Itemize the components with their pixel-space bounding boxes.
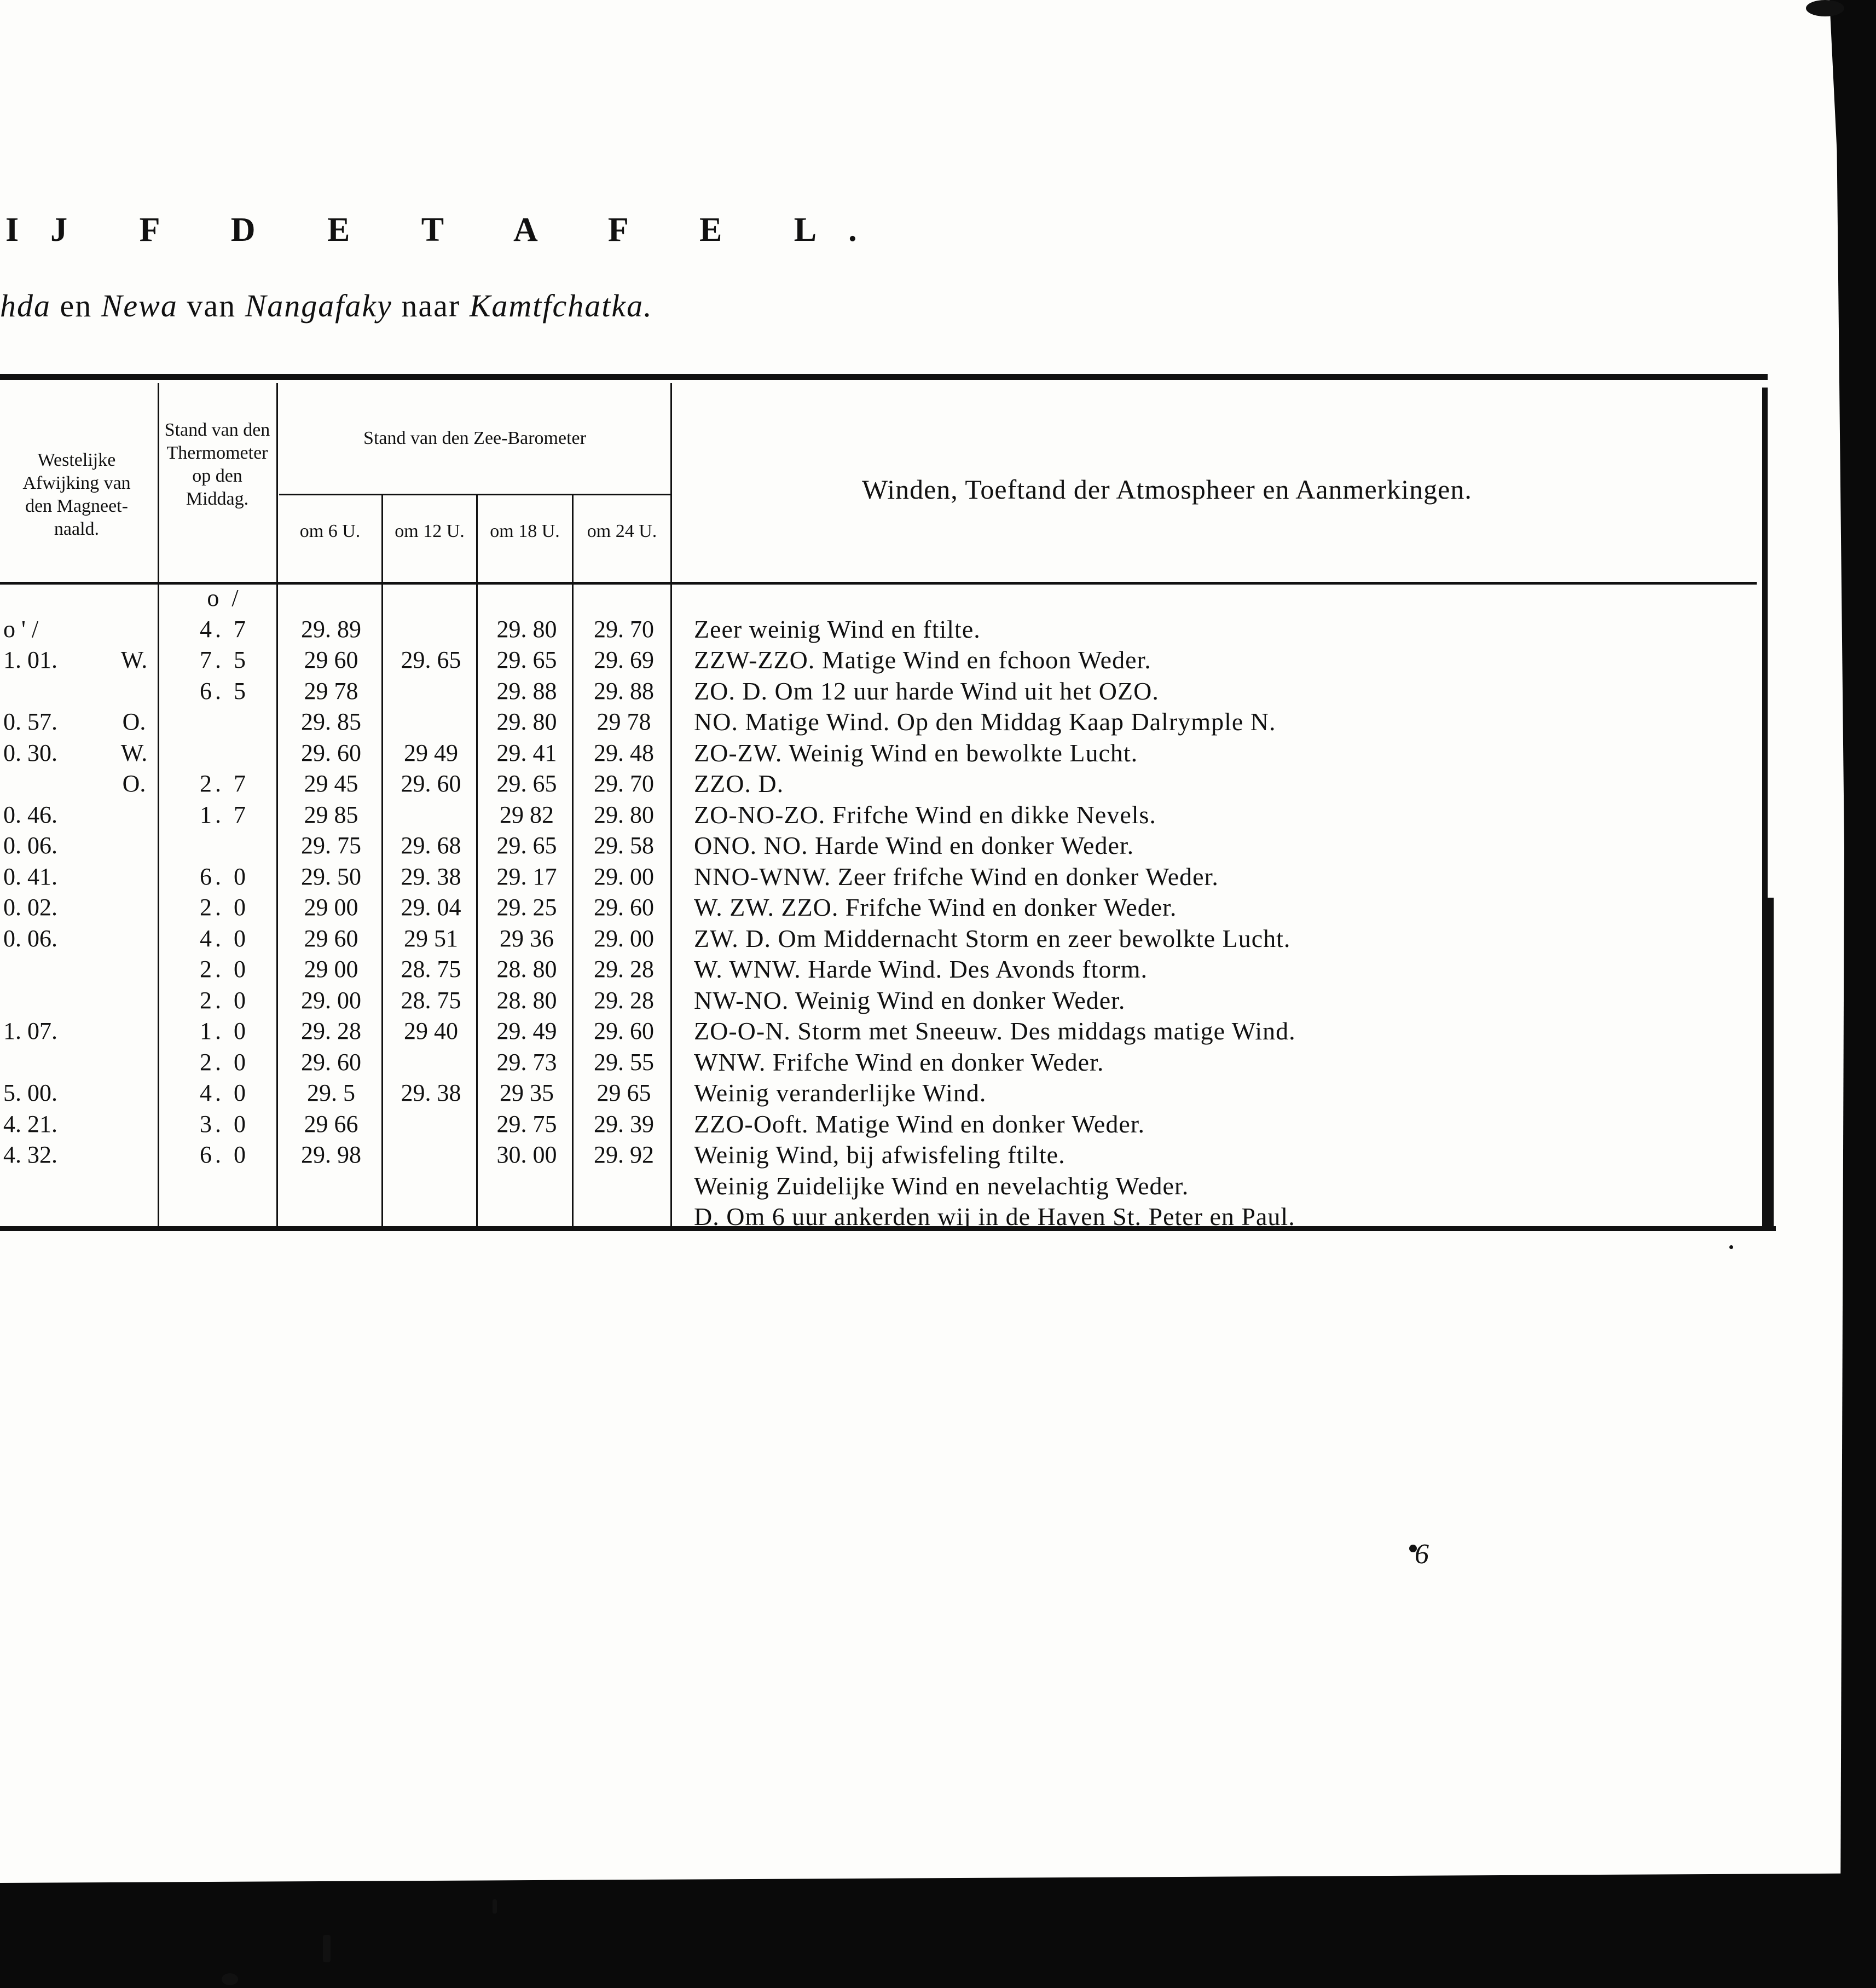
scan-speck (1729, 1245, 1733, 1249)
thermometer-cell: 4. 0 (200, 1079, 249, 1106)
direction-cell (109, 1171, 159, 1201)
barometer-6-cell: 29. 89 (301, 615, 361, 643)
barometer-6-cell (285, 583, 378, 614)
barometer-12-cell: 29 40 (404, 1018, 458, 1044)
direction-cell (109, 614, 159, 645)
declination-cell: o ' / (3, 615, 39, 643)
barometer-6-cell: 29 85 (304, 801, 358, 828)
table-row (0, 1140, 1768, 1170)
table-row (0, 738, 1768, 768)
remarks-cell: ZO. D. Om 12 uur harde Wind uit het OZO. (694, 677, 1159, 705)
barometer-18-cell: 29. 65 (496, 646, 557, 673)
barometer-18-cell: 29 36 (500, 924, 554, 952)
table-heading: IJ F D E T A F E L. (5, 211, 889, 248)
table-row (0, 1201, 1768, 1232)
barometer-12-cell: 28. 75 (401, 986, 461, 1014)
barometer-12-cell (386, 1140, 476, 1170)
header-barometer-12: om 12 U. (395, 521, 465, 541)
thermometer-cell: 6. 0 (200, 863, 249, 890)
thermometer-cell: 1. 7 (200, 801, 249, 828)
direction-cell (109, 1140, 159, 1170)
subheading-text: en (51, 288, 101, 323)
barometer-24-cell: 29. 92 (594, 1141, 654, 1168)
declination-cell: 4. 21. (3, 1110, 57, 1137)
direction-cell: O. (122, 770, 146, 797)
table-top-rule (0, 374, 1768, 380)
remarks-cell: NW-NO. Weinig Wind en donker Weder. (694, 986, 1126, 1014)
barometer-subheader-rule (279, 494, 670, 495)
barometer-12-cell: 29. 38 (401, 1079, 461, 1106)
barometer-24-cell (577, 1201, 670, 1232)
remarks-cell: Weinig Wind, bij afwisfeling ftilte. (694, 1141, 1066, 1169)
subheading-text: naar (392, 288, 470, 323)
declination-cell: 0. 41. (3, 863, 57, 890)
remarks-cell (694, 583, 1767, 614)
remarks-cell: ZW. D. Om Middernacht Storm en zeer bewolkte Lucht. (694, 924, 1291, 952)
table-row (0, 583, 1768, 614)
barometer-24-cell: 29. 70 (594, 615, 654, 643)
remarks-cell: ZZO-Ooft. Matige Wind en donker Weder. (694, 1109, 1145, 1138)
barometer-6-cell: 29 00 (304, 956, 358, 983)
remarks-cell: W. WNW. Harde Wind. Des Avonds ftorm. (694, 955, 1148, 983)
thermometer-cell: o / (207, 585, 242, 611)
remarks-cell: ONO. NO. Harde Wind en donker Weder. (694, 831, 1134, 859)
declination-cell: 1. 07. (3, 1018, 57, 1044)
barometer-6-cell: 29. 75 (301, 832, 361, 859)
barometer-24-cell: 29. 60 (594, 1018, 654, 1044)
place-destination: Kamtfchatka. (469, 288, 653, 323)
direction-cell (109, 892, 159, 923)
barometer-6-cell (285, 1201, 378, 1232)
barometer-24-cell: 29. 48 (594, 739, 654, 766)
table-row (0, 954, 1768, 985)
barometer-6-cell: 29. 50 (301, 863, 361, 890)
thermometer-cell: 3. 0 (200, 1110, 249, 1137)
table-row (0, 800, 1768, 830)
barometer-6-cell: 29 66 (304, 1110, 358, 1137)
barometer-18-cell: 29. 65 (496, 832, 557, 859)
thermometer-cell (170, 1201, 279, 1232)
barometer-18-cell (482, 1201, 572, 1232)
barometer-24-cell: 29. 80 (594, 801, 654, 828)
remarks-cell: D. Om 6 uur ankerden wij in de Haven St. Peter en Paul. (694, 1203, 1295, 1230)
barometer-6-cell (285, 1171, 378, 1201)
table-row (0, 830, 1768, 861)
declination-cell: 0. 06. (3, 832, 57, 859)
thermometer-cell: 2. 7 (200, 770, 249, 797)
thermometer-cell: 2. 0 (200, 1048, 249, 1076)
barometer-12-cell (386, 800, 476, 830)
barometer-12-cell: 28. 75 (401, 956, 461, 983)
thermometer-cell: 6. 0 (200, 1141, 249, 1168)
header-declination: Westelijke Afwijking van den Magneet-naald. (22, 450, 131, 539)
declination-cell: 0. 57. (3, 708, 57, 735)
direction-cell: O. (122, 708, 146, 735)
remarks-cell: WNW. Frifche Wind en donker Weder. (694, 1048, 1104, 1076)
table-row (0, 862, 1768, 892)
declination-cell: 4. 32. (3, 1141, 57, 1168)
header-barometer-6: om 6 U. (299, 521, 361, 541)
declination-cell: 0. 46. (3, 801, 57, 828)
barometer-6-cell: 29 78 (304, 677, 358, 704)
barometer-18-cell (482, 583, 572, 614)
barometer-18-cell: 29. 65 (496, 770, 557, 797)
header-remarks: Winden, Toeftand der Atmospheer en Aanmerkingen. (862, 474, 1472, 505)
barometer-12-cell (386, 1047, 476, 1078)
barometer-6-cell: 29 60 (304, 646, 358, 673)
thermometer-cell: 4. 0 (200, 924, 249, 952)
table-row (0, 1078, 1768, 1108)
remarks-cell: W. ZW. ZZO. Frifche Wind en donker Weder. (694, 893, 1177, 921)
barometer-24-cell: 29. 00 (594, 863, 654, 890)
barometer-6-cell: 29. 60 (301, 1048, 361, 1076)
place-origin: Nangafaky (245, 288, 392, 323)
header-barometer: Stand van den Zee-Barometer (363, 428, 586, 448)
remarks-cell: ZZW-ZZO. Matige Wind en fchoon Weder. (694, 646, 1151, 674)
thermometer-cell: 2. 0 (200, 894, 249, 921)
declination-cell: 0. 30. (3, 739, 57, 766)
declination-cell: 0. 02. (3, 894, 57, 921)
barometer-24-cell: 29. 00 (594, 924, 654, 952)
scan-speck (493, 1899, 497, 1914)
direction-cell (109, 985, 159, 1016)
barometer-18-cell: 28. 80 (496, 956, 557, 983)
barometer-24-cell: 29. 58 (594, 832, 654, 859)
barometer-24-cell (577, 1171, 670, 1201)
header-thermometer: Stand van den Thermometer op den Middag. (164, 420, 270, 509)
barometer-24-cell: 29. 88 (594, 677, 654, 704)
remarks-cell: ZZO. D. (694, 770, 784, 797)
barometer-6-cell: 29 60 (304, 924, 358, 952)
barometer-18-cell: 29. 80 (496, 615, 557, 643)
direction-cell: W. (120, 739, 148, 766)
thermometer-cell: 2. 0 (200, 986, 249, 1014)
thermometer-cell: 7. 5 (200, 646, 249, 673)
thermometer-cell: 6. 5 (200, 677, 249, 704)
direction-cell (109, 1016, 159, 1047)
direction-cell (109, 1078, 159, 1108)
barometer-18-cell (482, 1171, 572, 1201)
remarks-cell: Zeer weinig Wind en ftilte. (694, 615, 981, 643)
barometer-12-cell (386, 707, 476, 737)
barometer-24-cell: 29 65 (597, 1079, 651, 1106)
barometer-6-cell: 29. 28 (301, 1018, 361, 1044)
remarks-cell: ZO-O-N. Storm met Sneeuw. Des middags matige Wind. (694, 1017, 1296, 1045)
declination-cell: 0. 06. (3, 924, 57, 952)
direction-cell: W. (120, 646, 148, 673)
barometer-6-cell: 29. 5 (307, 1079, 355, 1106)
remarks-cell: Weinig Zuidelijke Wind en nevelachtig Weder. (694, 1171, 1189, 1200)
barometer-6-cell: 29. 85 (301, 708, 361, 735)
direction-cell (109, 1201, 159, 1232)
table-row (0, 1016, 1768, 1047)
barometer-6-cell: 29. 98 (301, 1141, 361, 1168)
barometer-24-cell: 29 78 (597, 708, 651, 735)
barometer-18-cell: 29 35 (500, 1079, 554, 1106)
barometer-24-cell: 29. 39 (594, 1110, 654, 1137)
barometer-18-cell: 29. 80 (496, 708, 557, 735)
barometer-24-cell: 29. 69 (594, 646, 654, 673)
table-row (0, 645, 1768, 675)
barometer-18-cell: 28. 80 (496, 986, 557, 1014)
ship-name-part: hda (0, 288, 51, 323)
barometer-6-cell: 29. 60 (301, 739, 361, 766)
barometer-6-cell: 29. 00 (301, 986, 361, 1014)
direction-cell (109, 676, 159, 707)
barometer-12-cell (386, 1171, 476, 1201)
barometer-12-cell: 29. 65 (401, 646, 461, 673)
barometer-18-cell: 29. 49 (496, 1018, 557, 1044)
barometer-12-cell (386, 1109, 476, 1140)
barometer-18-cell: 29. 88 (496, 677, 557, 704)
declination-cell: 1. 01. (3, 646, 57, 673)
thermometer-cell (170, 707, 279, 737)
barometer-18-cell: 29. 41 (496, 739, 557, 766)
remarks-cell: NO. Matige Wind. Op den Middag Kaap Dalrymple N. (694, 708, 1276, 736)
barometer-24-cell: 29. 60 (594, 894, 654, 921)
barometer-6-cell: 29 00 (304, 894, 358, 921)
table-row (0, 1047, 1768, 1078)
thermometer-cell: 4. 7 (200, 615, 249, 643)
scan-speck (222, 1973, 238, 1985)
barometer-12-cell (386, 614, 476, 645)
table-row (0, 614, 1768, 645)
barometer-24-cell: 29. 28 (594, 956, 654, 983)
header-barometer-18: om 18 U. (490, 521, 560, 541)
thermometer-cell: 1. 0 (200, 1018, 249, 1044)
barometer-24-cell: 29. 28 (594, 986, 654, 1014)
remarks-cell: ZO-ZW. Weinig Wind en bewolkte Lucht. (694, 738, 1138, 767)
declination-cell: 5. 00. (3, 1079, 57, 1106)
table-row (0, 923, 1768, 954)
direction-cell (109, 583, 159, 614)
barometer-12-cell (386, 583, 476, 614)
ship-name: Newa (101, 288, 178, 323)
barometer-12-cell: 29 49 (404, 739, 458, 766)
barometer-6-cell: 29 45 (304, 770, 358, 797)
page-number: 6 (1415, 1539, 1429, 1570)
remarks-cell: Weinig veranderlijke Wind. (694, 1079, 987, 1107)
barometer-18-cell: 29. 25 (496, 894, 557, 921)
table-row (0, 985, 1768, 1016)
table-row (0, 768, 1768, 799)
thermometer-cell (170, 738, 279, 768)
direction-cell (109, 923, 159, 954)
direction-cell (109, 862, 159, 892)
barometer-12-cell: 29. 38 (401, 863, 461, 890)
barometer-12-cell (386, 1201, 476, 1232)
scan-speck (1806, 0, 1844, 16)
barometer-24-cell: 29. 55 (594, 1048, 654, 1076)
barometer-18-cell: 30. 00 (496, 1141, 557, 1168)
thermometer-cell (170, 1171, 279, 1201)
barometer-12-cell: 29. 68 (401, 832, 461, 859)
barometer-24-cell (577, 583, 670, 614)
table-row (0, 892, 1768, 923)
direction-cell (109, 1047, 159, 1078)
direction-cell (109, 830, 159, 861)
table-row (0, 707, 1768, 737)
barometer-18-cell: 29. 73 (496, 1048, 557, 1076)
table-subheading (0, 287, 653, 324)
barometer-18-cell: 29. 17 (496, 863, 557, 890)
thermometer-cell (170, 830, 279, 861)
remarks-cell: ZO-NO-ZO. Frifche Wind en dikke Nevels. (694, 800, 1156, 829)
table-row (0, 676, 1768, 707)
barometer-12-cell (386, 676, 476, 707)
barometer-24-cell: 29. 70 (594, 770, 654, 797)
table-row (0, 1171, 1768, 1201)
table-row (0, 1109, 1768, 1140)
barometer-18-cell: 29. 75 (496, 1110, 557, 1137)
remarks-cell: NNO-WNW. Zeer frifche Wind en donker Weder. (694, 862, 1219, 891)
barometer-12-cell: 29. 60 (401, 770, 461, 797)
subheading-text: van (177, 288, 245, 323)
direction-cell (109, 954, 159, 985)
barometer-12-cell: 29 51 (404, 924, 458, 952)
direction-cell (109, 800, 159, 830)
direction-cell (109, 1109, 159, 1140)
barometer-12-cell: 29. 04 (401, 894, 461, 921)
header-barometer-24: om 24 U. (587, 521, 657, 541)
scan-speck (323, 1935, 331, 1962)
barometer-18-cell: 29 82 (500, 801, 554, 828)
thermometer-cell: 2. 0 (200, 956, 249, 983)
